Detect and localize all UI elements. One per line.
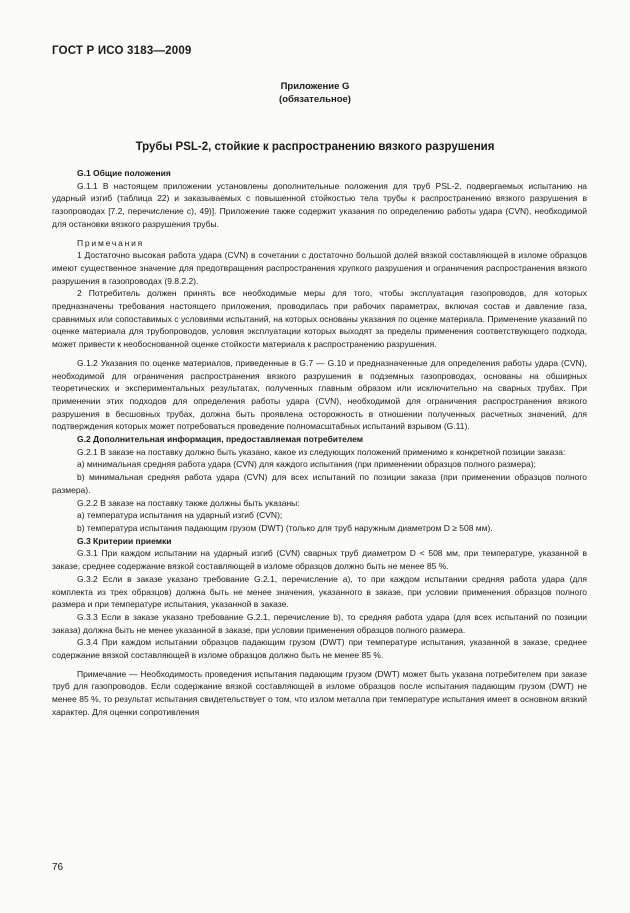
paragraph: G.2.2 В заказе на поставку также должны быть указаны: xyxy=(77,497,300,508)
paragraph: Примечание — Необходимость проведения испытания падающим грузом (DWT) может быть указана потребителем при заказе труб для газопроводов. Если содержание вязкой составляющей в изломе образцов после испытания падающим грузом (DWT) не менее 85 %, то результат испытания свидетельствует о том, что излом металла при температуре испытания имеет в основном вязкий характер. Для оценки сопротивления xyxy=(52,668,587,717)
appendix-heading xyxy=(0,80,630,106)
standard-header: ГОСТ Р ИСО 3183—2009 xyxy=(52,45,192,57)
paragraph: a) минимальная средняя работа удара (CVN) для каждого испытания (при применении образцов полного размера); xyxy=(77,459,536,470)
paragraph: 1 Достаточно высокая работа удара (CVN) в сочетании с достаточно большой долей вязкой составляющей в изломе образцов имеют существенное значение для предотвращения распространения хрупкого разрушения и ограничения распространения вязкого разрушения в газопроводах (9.8.2.2). xyxy=(52,250,587,286)
paragraph: G.3.1 При каждом испытании на ударный изгиб (CVN) сварных труб диаметром D < 508 мм, при температуре, указанной в заказе, среднее содержание вязкой составляющей в изломе образцов должно быть не менее 85 %. xyxy=(52,548,587,572)
section-heading: G.2 Дополнительная информация, предоставляемая потребителем xyxy=(77,434,364,445)
page-number: 76 xyxy=(52,862,64,873)
paragraph: G.2.1 В заказе на поставку должно быть указано, какое из следующих положений применимо к конкретной позиции заказа: xyxy=(77,446,566,457)
paragraph: G.3.2 Если в заказе указано требование G.2.1, перечисление a), то при каждом испытании средняя работа удара (для комплекта из трех образцов) должна быть не менее значения, указанного в заказе, при условии применения образцов полного размера и при температуре испытания, указанной в заказе. xyxy=(52,573,587,610)
section-heading: G.1 Общие положения xyxy=(77,168,171,178)
paragraph: G.3.3 Если в заказе указано требование G.2.1, перечисление b), то средняя работа удара (для всех испытаний по позиции заказа) должна быть не менее указанной в заказе, при условии применения образцов полного размера. xyxy=(52,611,587,635)
paragraph: G.1.1 В настоящем приложении установлены дополнительные положения для труб PSL-2, подвергаемых испытанию на ударный изгиб (таблица 22) и заказываемых с повышенной стойкостью тела трубы к распространению вязкого разрушения в газопроводах [7.2, перечисление c), 49)]. Приложение также содержит указания по определению работы удара (CVN), необходимой для остановки вязкого разрушения трубы. xyxy=(52,180,587,229)
appendix-title: Приложение G xyxy=(280,81,350,92)
paragraph: b) температура испытания падающим грузом (DWT) (только для труб наружным диаметром D ≥ 508 мм). xyxy=(77,522,493,533)
section-heading: G.3 Критерии приемки xyxy=(77,535,172,546)
paragraph: b) минимальная средняя работа удара (CVN) для всех испытаний по позиции заказа (при применении образцов полного размера). xyxy=(52,472,587,495)
paragraph: a) температура испытания на ударный изгиб (CVN); xyxy=(77,510,283,521)
paragraph: G.1.2 Указания по оценке материалов, приведенные в G.7 — G.10 и предназначенные для определения работы удара (CVN), необходимой для ограничения распространения вязкого разрушения в подземных газопроводах, основаны на обширных теоретических и экспериментальных результатах, полученных главным образом или исключительно на сварных трубах. При применении этих подходов для определения работы удара (CVN), необходимой для ограничения распространения вязкого разрушения в бесшовных трубах, должна быть проявлена осторожность в отношении полученных расчетных значений, для подтверждения которых может потребоваться проведение полномасштабных испытаний взрывом (G.11). xyxy=(52,357,587,432)
note-heading: Примечания xyxy=(77,237,145,248)
appendix-subtitle: (обязательное) xyxy=(279,94,351,105)
paragraph: G.3.4 При каждом испытании образцов падающим грузом (DWT) при температуре испытания, указанной в заказе, среднее содержание вязкой составляющей в изломе образцов должно быть не менее 85 %. xyxy=(52,637,587,661)
body-text xyxy=(52,167,587,719)
paragraph: 2 Потребитель должен принять все необходимые меры для того, чтобы эксплуатация газопроводов, для которых предназначены требования настоящего приложения, проводилась при рабочих параметрах, включая состав и давление газа, сравнимых или сопоставимых с условиями испытаний, на которых основаны указания по оценке материала. Применение указаний по оценке материала для трубопроводов, условия эксплуатации которых выходят за пределы применения соответствующего подхода, может привести к необоснованной оценке стойкости материала к распространению разрушения. xyxy=(52,288,587,350)
section-title: Трубы PSL-2, стойкие к распространению вязкого разрушения xyxy=(135,141,495,153)
